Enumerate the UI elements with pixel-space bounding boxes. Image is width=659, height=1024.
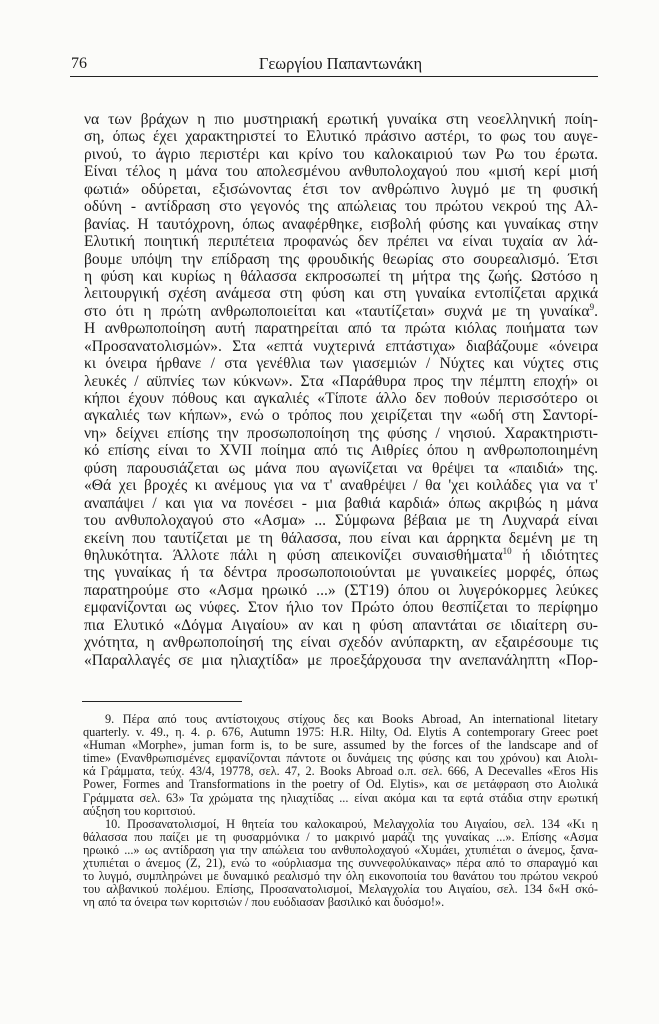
text-line: κι όνειρα ήρθανε / στα γενέθλια των γιασεμιών / Νύχτες και νύχτες στις <box>84 355 598 373</box>
text-line: η φύση και κυρίως η θάλασσα εκπροσωπεί τη μήτρα της ζωής. Ωστόσο η <box>84 267 598 285</box>
footnote-10 <box>83 818 598 910</box>
text-line: εμφανίζονται ως νύφες. Στον ήλιο τον Πρώτο όπου θεσπίζεται το περίφημο <box>84 599 598 617</box>
footnote-line: χτυπιέται ο άνεμος (Ζ, 21), ενώ το «ούρλιασμα της συννεφολύκαινας» πέρα από το σπαραγμό και <box>83 856 598 871</box>
text-line: πια Ελυτικό «Δόγμα Αιγαίου» αν και η φύση απαντάται σε ιδιαίτερη συ- <box>84 616 598 634</box>
text-line: Ελυτική ποιητική περιπέτεια προφανώς δεν πρέπει να είναι τυχαία αν λά- <box>84 233 598 251</box>
footnote-line: quarterly. v. 49., η. 4. ρ. 676, Autumn 1975: H.R. Hilty, Od. Elytis A contemporary Greec poet <box>83 725 598 740</box>
text-line: Είναι τέλος η μάνα του απολεσμένου ανθυπολοχαγού που «μισή κερί μισή <box>84 163 598 181</box>
text-line: ρινού, το άγριο περιστέρι και κρίνο του καλοκαιριού των Ρω του έρωτα. <box>84 145 598 163</box>
text-line: του ανθυπολοχαγού στο «Ασμα» ... Σύμφωνα βέβαια με τη Λυχναρά είναι <box>84 512 598 530</box>
text-segment: θηλυκότητα. Άλλοτε πάλι η φύση απεικονίζει συναισθήματα <box>84 546 503 564</box>
text-line <box>84 303 598 320</box>
text-line: κό επίσης είναι το XVII ποίημα από τις Αιθρίες όπου η ανθρωποποιημένη <box>84 442 598 460</box>
footnote-line: time» (Ενανθρωπισμένες εμφανίζονται πάντοτε οι δυνάμεις της φύσης και του χρόνου) και Αιολι- <box>83 751 598 766</box>
text-segment: ή ιδιότητες <box>511 546 598 564</box>
text-line: της γυναίκας ή τα δέντρα προσωποποιούνται με γυναικείες μορφές, όπως <box>84 564 598 582</box>
text-line: χνότητα, η ανθρωποποίησή της είναι σχεδόν ανύπαρκτη, αν εξαιρέσουμε τις <box>84 634 598 652</box>
text-line: βουμε υπόψη την επίδραση της φρουδικής θεωρίας στο σουρεαλισμό. Έτσι <box>84 250 598 268</box>
footnote-9 <box>83 713 598 818</box>
text-segment: . <box>594 302 598 320</box>
footnote-reference[interactable]: 10 <box>502 545 512 556</box>
footnote-line: ηρωικό ...» ως αντίδραση για την απώλεια του ανθυπολοχαγού «Χυμάει, χτυπιέται ο άνεμος, ξανα- <box>83 842 598 857</box>
footnote-separator <box>82 701 242 702</box>
text-line <box>84 547 598 564</box>
text-line: φωτιά» οδύρεται, εξισώνοντας έτσι τον ανθρώπινο λυγμό με τη φυσική <box>84 180 598 198</box>
text-line: φύση παρουσιάζεται ως μάνα που αγωνίζεται να θρέψει τα «παιδιά» της. <box>84 459 598 477</box>
text-line: λευκές / αϋπνίες των κύκνων». Στα «Παράθυρα προς την πέμπτη εποχή» οι <box>84 372 598 390</box>
header-rule <box>70 76 598 77</box>
text-line: να των βράχων η πιο μυστηριακή ερωτική γυναίκα στη νεοελληνική ποίη- <box>84 111 598 128</box>
footnote-line: Power, Formes and Transformations in the poetry of Od. Elytis», και σε μετάφραση στο Αιολικά <box>83 777 598 792</box>
body-text <box>84 111 598 669</box>
text-line: αναπάψει / και για να πονέσει - μια βαθιά καρδιά» όπως ακριβώς η μάνα <box>84 494 598 512</box>
running-head-author: Γεωργίου Παπαντωνάκη <box>258 54 423 73</box>
footnote-line: κά Γράμματα, τεύχ. 43/4, 19778, σελ. 47, 2. Books Abroad ο.π. σελ. 666, A Decevalles «Eros His <box>83 764 598 779</box>
text-line: κήποι έχουν πόθους και αγκαλιές «Τίποτε άλλο δεν ποθούν περισσότερο οι <box>84 390 598 407</box>
text-line: Η ανθρωποποίηση αυτή παρατηρείται από τα πρώτα κιόλας ποιήματα των <box>84 320 598 338</box>
footnote-line: «Human «Morphe», juman form is, to be sure, assumed by the forces of the landscape and of <box>83 738 598 753</box>
text-line: «Θά χει βροχές κι ανέμους για να τ' αναθρέψει / θα 'χει κοιλάδες για να τ' <box>84 477 598 495</box>
footnote-line: του αλβανικού πολέμου. Επίσης, Προσανατολισμοί, Μελαγχολία του Αιγαίου, σελ. 134 δ«Η σκό- <box>83 882 598 897</box>
footnote-line: 10. Προσανατολισμοί, Η θητεία του καλοκαιρού, Μελαγχολία του Αιγαίου, σελ. 134 «Κι η <box>105 816 598 831</box>
footnote-reference[interactable]: 9 <box>589 301 595 312</box>
text-line: παρατηρούμε στο «Ασμα ηρωικό ...» (ΣΤ19) όπου οι λυγερόκορμες λεύκες <box>84 581 598 599</box>
footnote-line: το λυγμό, συμπληρώνει με δυναμικό ρεαλισμό την όλη εικονοποιία του θανάτου του πρώτου νεκρού <box>83 869 598 884</box>
footnote-line: 9. Πέρα από τους αντίστοιχους στίχους δες και Books Abroad, An international litetary <box>105 712 598 726</box>
text-segment: στο ότι η πρώτη ανθρωποποιείται και «ταυτίζεται» συχνά με τη γυναίκα <box>84 302 590 320</box>
text-line: εκείνη που ταυτίζεται με τη θάλασσα, που είναι και άρρηκτα δεμένη με τη <box>84 529 598 547</box>
footnote-line: Γράμματα σελ. 63» Τα χρώματα της ηλιαχτίδας ... είναι ακόμα και τα εφτά στάδια στην ερωτική <box>83 790 598 805</box>
footnote-line: νη από τα όνειρα των κοριτσιών / που ευόδιασαν βασιλικό και δυόσμο!». <box>83 895 445 910</box>
text-line: οδύνη - αντίδραση στο γεγονός της απώλειας του πρώτου νεκρού της Αλ- <box>84 198 598 216</box>
text-line: λειτουργική σχέση ανάμεσα στη φύση και στη γυναίκα εντοπίζεται αρχικά <box>84 285 598 303</box>
text-line: ση, όπως έχει χαρακτηριστεί το Ελυτικό πράσινο αστέρι, το φως του αυγε- <box>84 128 598 146</box>
text-line: νη» δείχνει επίσης την προσωποποίηση της φύσης / νησιού. Χαρακτηριστι- <box>84 424 598 442</box>
footnote-line: θάλασσα που παίζει με τη φυσαρμόνικα / το μακρινό μαράζι της γυναίκας ...». Επίσης «Ασμα <box>83 829 598 844</box>
footnote-line: αύξηση του κοριτσιού. <box>83 803 196 818</box>
footnotes <box>83 713 598 909</box>
page-number: 76 <box>71 55 87 72</box>
text-line: βανίας. Η ταυτόχρονη, όπως αναφέρθηκε, εισβολή φύσης και γυναίκας στην <box>84 215 598 233</box>
text-line: αγκαλιές των κήπων», ενώ ο τρόπος που χειρίζεται την «ωδή στη Σαντορί- <box>84 407 598 425</box>
text-line: «Παραλλαγές σε μια ηλιαχτίδα» με προεξάρχουσα την ανεπανάληπτη «Πορ- <box>84 651 598 669</box>
text-line: «Προσανατολισμών». Στα «επτά νυχτερινά επτάστιχα» διαβάζουμε «όνειρα <box>84 337 598 355</box>
